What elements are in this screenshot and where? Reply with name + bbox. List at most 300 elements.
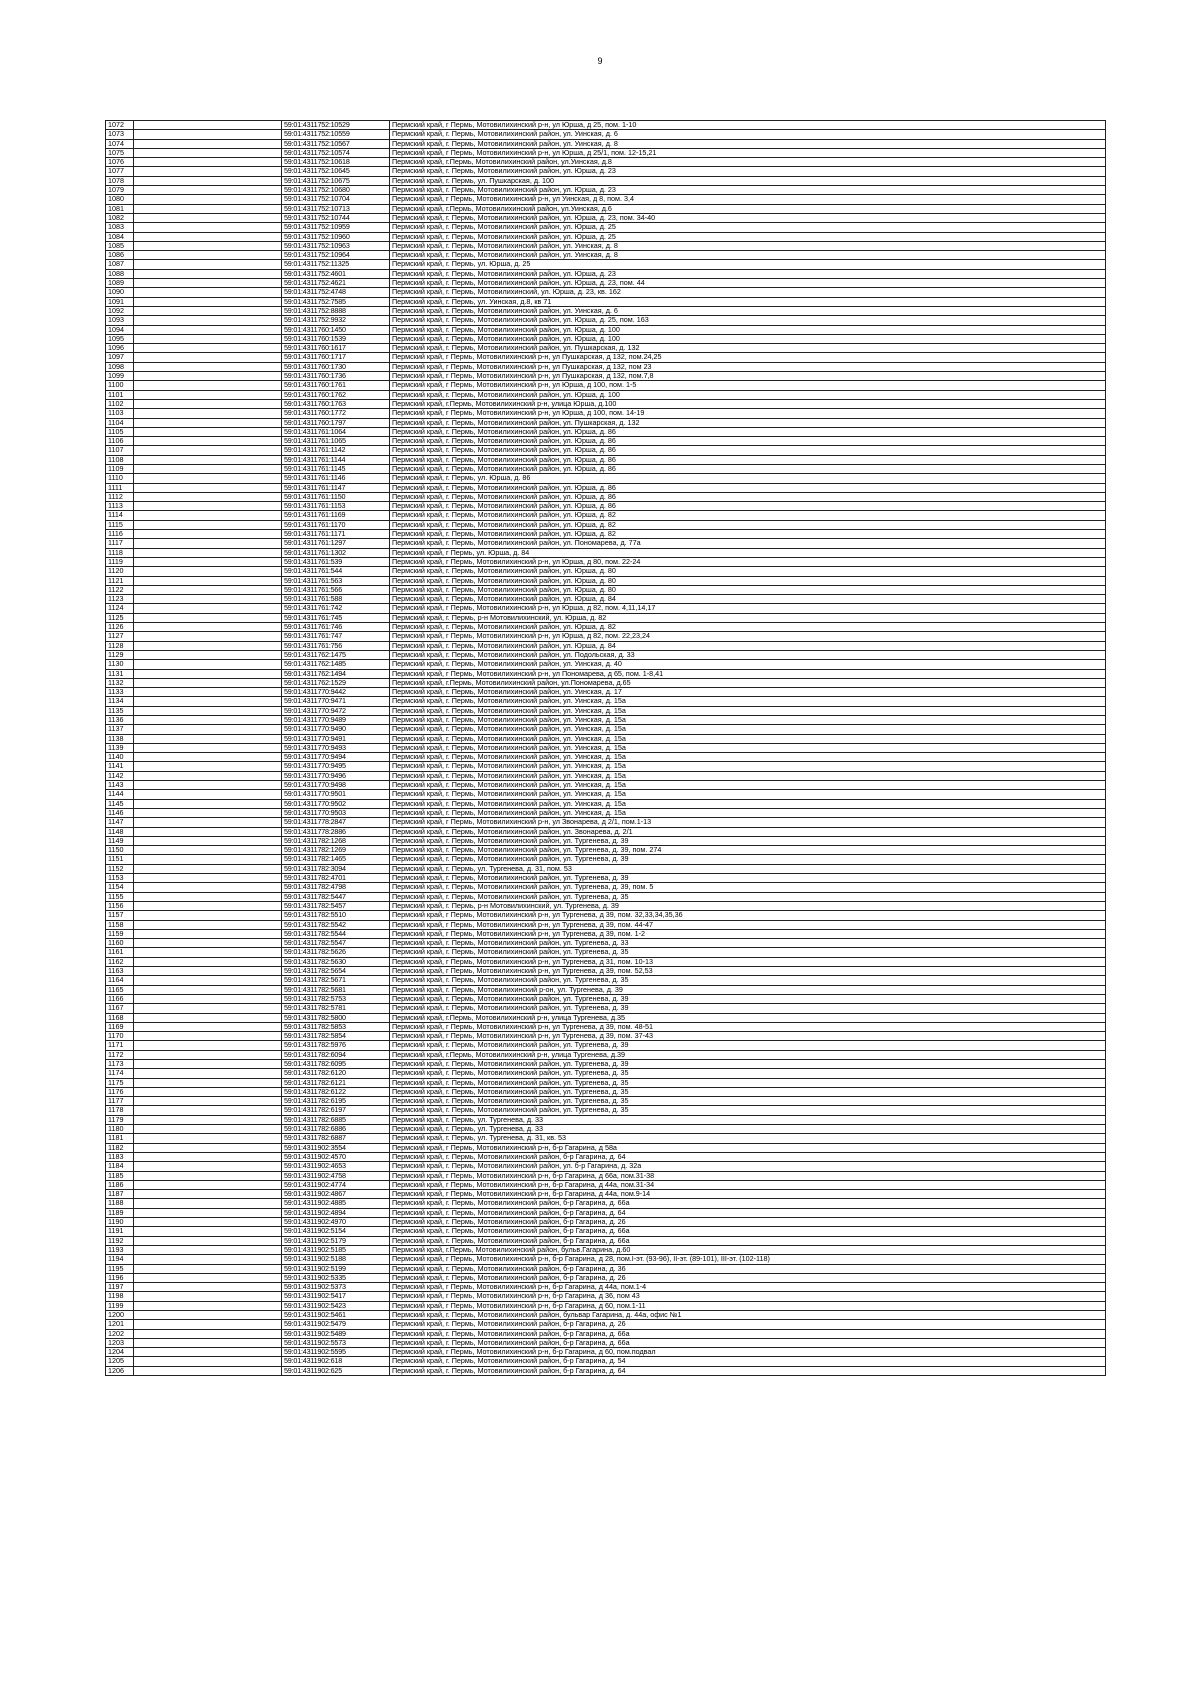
table-row — [106, 158, 1106, 167]
row-number: 1201 — [106, 1320, 134, 1329]
empty-cell — [134, 994, 282, 1003]
cadastral-number: 59:01:4311761:746 — [282, 623, 390, 632]
table-row — [106, 372, 1106, 381]
address: Пермский край, г. Пермь, Мотовилихинский район, ул. Юрша, д. 86 — [390, 446, 1106, 455]
empty-cell — [134, 1106, 282, 1115]
table-row — [106, 985, 1106, 994]
empty-cell — [134, 576, 282, 585]
address: Пермский край, г. Пермь, Мотовилихинский р-он, ул. Тургенева, д. 39 — [390, 985, 1106, 994]
cadastral-number: 59:01:4311782:5457 — [282, 901, 390, 910]
row-number: 1128 — [106, 641, 134, 650]
address: Пермский край, г. Пермь, ул. Пушкарская, д. 100 — [390, 176, 1106, 185]
empty-cell — [134, 334, 282, 343]
table-row — [106, 409, 1106, 418]
empty-cell — [134, 186, 282, 195]
row-number: 1173 — [106, 1059, 134, 1068]
row-number: 1196 — [106, 1273, 134, 1282]
cadastral-number: 59:01:4311782:6885 — [282, 1115, 390, 1124]
empty-cell — [134, 492, 282, 501]
table-row — [106, 613, 1106, 622]
empty-cell — [134, 1032, 282, 1041]
address: Пермский край, г. Пермь, Мотовилихинский район, ул. Юрша, д. 23 — [390, 186, 1106, 195]
table-row — [106, 623, 1106, 632]
table-row — [106, 446, 1106, 455]
row-number: 1202 — [106, 1329, 134, 1338]
table-row — [106, 390, 1106, 399]
table-row — [106, 1236, 1106, 1245]
cadastral-number: 59:01:4311782:6195 — [282, 1097, 390, 1106]
empty-cell — [134, 1087, 282, 1096]
row-number: 1109 — [106, 464, 134, 473]
address: Пермский край, г. Пермь, Мотовилихинский район, ул. Юрша, д. 80 — [390, 567, 1106, 576]
table-row — [106, 455, 1106, 464]
empty-cell — [134, 1208, 282, 1217]
empty-cell — [134, 1097, 282, 1106]
address: Пермский край, г. Пермь, Мотовилихинский район, ул. Юрша, д. 23, пом. 34-40 — [390, 213, 1106, 222]
row-number: 1080 — [106, 195, 134, 204]
empty-cell — [134, 464, 282, 473]
cadastral-number: 59:01:4311761:1147 — [282, 483, 390, 492]
row-number: 1096 — [106, 344, 134, 353]
empty-cell — [134, 260, 282, 269]
cadastral-number: 59:01:4311782:6887 — [282, 1134, 390, 1143]
table-row — [106, 148, 1106, 157]
row-number: 1191 — [106, 1227, 134, 1236]
row-number: 1091 — [106, 297, 134, 306]
cadastral-number: 59:01:4311902:5423 — [282, 1301, 390, 1310]
address: Пермский край, г. Пермь, р-н Мотовилихинский, ул. Тургенева, д. 39 — [390, 901, 1106, 910]
table-row — [106, 1078, 1106, 1087]
address: Пермский край, г. Пермь, Мотовилихинский район, ул. Тургенева, д. 39 — [390, 874, 1106, 883]
row-number: 1074 — [106, 139, 134, 148]
address: Пермский край, г. Пермь, Мотовилихинский район, ул. Тургенева, д. 35 — [390, 892, 1106, 901]
empty-cell — [134, 706, 282, 715]
table-row — [106, 920, 1106, 929]
empty-cell — [134, 1041, 282, 1050]
address: Пермский край, г Пермь, Мотовилихинский р-н, б-р Гагарина, д 60, пом.подвал — [390, 1348, 1106, 1357]
table-row — [106, 195, 1106, 204]
address: Пермский край, г Пермь, Мотовилихинский р-н, ул Звонарева, д 2/1, пом.1-13 — [390, 818, 1106, 827]
empty-cell — [134, 121, 282, 130]
row-number: 1112 — [106, 492, 134, 501]
row-number: 1187 — [106, 1190, 134, 1199]
address: Пермский край, г. Пермь, Мотовилихинский район, б-р Гагарина, д. 54 — [390, 1357, 1106, 1366]
row-number: 1166 — [106, 994, 134, 1003]
cadastral-number: 59:01:4311760:1450 — [282, 325, 390, 334]
empty-cell — [134, 418, 282, 427]
address: Пермский край, г Пермь, Мотовилихинский р-н, б-р Гагарина, д 44а, пом.31-34 — [390, 1180, 1106, 1189]
row-number: 1083 — [106, 223, 134, 232]
empty-cell — [134, 864, 282, 873]
address: Пермский край, г. Пермь, Мотовилихинский район, ул. Уинская, д. 15а — [390, 762, 1106, 771]
cadastral-number: 59:01:4311770:9501 — [282, 790, 390, 799]
row-number: 1150 — [106, 846, 134, 855]
row-number: 1084 — [106, 232, 134, 241]
cadastral-number: 59:01:4311761:1150 — [282, 492, 390, 501]
row-number: 1099 — [106, 372, 134, 381]
table-row — [106, 967, 1106, 976]
empty-cell — [134, 781, 282, 790]
address: Пермский край, г Пермь, Мотовилихинский р-н, ул Тургенева, д 39, пом. 32,33,34,35,36 — [390, 911, 1106, 920]
cadastral-number: 59:01:4311752:8888 — [282, 306, 390, 315]
row-number: 1100 — [106, 381, 134, 390]
row-number: 1197 — [106, 1283, 134, 1292]
address: Пермский край, г Пермь, Мотовилихинский р-н, б-р Гагарина, д 58а — [390, 1143, 1106, 1152]
empty-cell — [134, 1050, 282, 1059]
table-row — [106, 288, 1106, 297]
address: Пермский край, г. Пермь, ул. Тургенева, д. 31, кв. 53 — [390, 1134, 1106, 1143]
row-number: 1180 — [106, 1125, 134, 1134]
cadastral-number: 59:01:4311761:563 — [282, 576, 390, 585]
cadastral-number: 59:01:4311782:5547 — [282, 939, 390, 948]
address: Пермский край, г. Пермь, Мотовилихинский район, ул. Уинская, д. 15а — [390, 808, 1106, 817]
cadastral-number: 59:01:4311752:10744 — [282, 213, 390, 222]
row-number: 1085 — [106, 241, 134, 250]
address: Пермский край, г. Пермь, Мотовилихинский район, б-р Гагарина, д. 26 — [390, 1273, 1106, 1282]
address: Пермский край, г. Пермь, Мотовилихинский район, ул. Тургенева, д. 39 — [390, 1059, 1106, 1068]
empty-cell — [134, 557, 282, 566]
table-row — [106, 799, 1106, 808]
row-number: 1092 — [106, 306, 134, 315]
cadastral-number: 59:01:4311761:544 — [282, 567, 390, 576]
cadastral-number: 59:01:4311782:6121 — [282, 1078, 390, 1087]
address: Пермский край, г. Пермь, Мотовилихинский район, б-р Гагарина, д. 26 — [390, 1320, 1106, 1329]
empty-cell — [134, 344, 282, 353]
cadastral-number: 59:01:4311782:5753 — [282, 994, 390, 1003]
cadastral-number: 59:01:4311760:1730 — [282, 362, 390, 371]
table-row — [106, 1180, 1106, 1189]
cadastral-number: 59:01:4311782:5800 — [282, 1013, 390, 1022]
row-number: 1142 — [106, 771, 134, 780]
empty-cell — [134, 985, 282, 994]
table-row — [106, 771, 1106, 780]
address: Пермский край, г. Пермь, Мотовилихинский район, ул. Уинская, д. 15а — [390, 697, 1106, 706]
empty-cell — [134, 613, 282, 622]
row-number: 1075 — [106, 148, 134, 157]
address: Пермский край, г. Пермь, Мотовилихинский район, ул. Уинская, д. 6 — [390, 130, 1106, 139]
row-number: 1097 — [106, 353, 134, 362]
table-row — [106, 716, 1106, 725]
address: Пермский край, г. Пермь, Мотовилихинский район, ул. Тургенева, д. 33 — [390, 939, 1106, 948]
table-row — [106, 753, 1106, 762]
empty-cell — [134, 1190, 282, 1199]
table-row — [106, 344, 1106, 353]
table-row — [106, 1032, 1106, 1041]
empty-cell — [134, 939, 282, 948]
table-row — [106, 808, 1106, 817]
empty-cell — [134, 204, 282, 213]
row-number: 1072 — [106, 121, 134, 130]
empty-cell — [134, 976, 282, 985]
cadastral-number: 59:01:4311902:5188 — [282, 1255, 390, 1264]
empty-cell — [134, 1255, 282, 1264]
row-number: 1135 — [106, 706, 134, 715]
empty-cell — [134, 1366, 282, 1375]
address: Пермский край, г.Пермь, Мотовилихинский р-н, улица Тургенева, д.39 — [390, 1050, 1106, 1059]
table-row — [106, 1292, 1106, 1301]
row-number: 1175 — [106, 1078, 134, 1087]
row-number: 1203 — [106, 1338, 134, 1347]
cadastral-number: 59:01:4311782:5853 — [282, 1022, 390, 1031]
table-row — [106, 1311, 1106, 1320]
empty-cell — [134, 920, 282, 929]
address: Пермский край, г Пермь, Мотовилихинский р-н, ул Юрша, д 100, пом. 1-5 — [390, 381, 1106, 390]
table-row — [106, 1199, 1106, 1208]
address: Пермский край, г. Пермь, Мотовилихинский район, ул. Уинская, д. 15а — [390, 799, 1106, 808]
cadastral-number: 59:01:4311902:4653 — [282, 1162, 390, 1171]
row-number: 1138 — [106, 734, 134, 743]
row-number: 1130 — [106, 660, 134, 669]
cadastral-number: 59:01:4311760:1763 — [282, 399, 390, 408]
cadastral-number: 59:01:4311902:5179 — [282, 1236, 390, 1245]
registry-body — [106, 121, 1106, 1376]
cadastral-number: 59:01:4311770:9471 — [282, 697, 390, 706]
row-number: 1114 — [106, 511, 134, 520]
empty-cell — [134, 455, 282, 464]
cadastral-number: 59:01:4311760:1797 — [282, 418, 390, 427]
address: Пермский край, г. Пермь, Мотовилихинский район, ул. Пономарева, д. 77а — [390, 539, 1106, 548]
address: Пермский край, г. Пермь, Мотовилихинский район, ул. Юрша, д. 100 — [390, 325, 1106, 334]
table-row — [106, 1264, 1106, 1273]
empty-cell — [134, 799, 282, 808]
table-row — [106, 1004, 1106, 1013]
table-row — [106, 1320, 1106, 1329]
cadastral-number: 59:01:4311761:1064 — [282, 427, 390, 436]
cadastral-number: 59:01:4311902:5335 — [282, 1273, 390, 1282]
empty-cell — [134, 511, 282, 520]
address: Пермский край, г. Пермь, Мотовилихинский район, ул. Уинская, д. 15а — [390, 753, 1106, 762]
row-number: 1183 — [106, 1152, 134, 1161]
cadastral-number: 59:01:4311760:1736 — [282, 372, 390, 381]
row-number: 1137 — [106, 725, 134, 734]
table-row — [106, 176, 1106, 185]
address: Пермский край, г. Пермь, Мотовилихинский район, ул. Уинская, д. 15а — [390, 716, 1106, 725]
address: Пермский край, г. Пермь, Мотовилихинский район, ул. Тургенева, д. 39, пом. 274 — [390, 846, 1106, 855]
row-number: 1118 — [106, 548, 134, 557]
empty-cell — [134, 390, 282, 399]
address: Пермский край, г. Пермь, Мотовилихинский район, ул. Юрша, д. 84 — [390, 641, 1106, 650]
table-row — [106, 1190, 1106, 1199]
row-number: 1155 — [106, 892, 134, 901]
row-number: 1110 — [106, 474, 134, 483]
table-row — [106, 492, 1106, 501]
address: Пермский край, г. Пермь, Мотовилихинский район, ул. Уинская, д. 15а — [390, 743, 1106, 752]
table-row — [106, 1301, 1106, 1310]
cadastral-number: 59:01:4311761:1065 — [282, 437, 390, 446]
address: Пермский край, г. Пермь, Мотовилихинский район, ул. Юрша, д. 100 — [390, 334, 1106, 343]
row-number: 1154 — [106, 883, 134, 892]
row-number: 1141 — [106, 762, 134, 771]
cadastral-number: 59:01:4311752:7585 — [282, 297, 390, 306]
cadastral-number: 59:01:4311782:5447 — [282, 892, 390, 901]
address: Пермский край, г Пермь, Мотовилихинский р-н, ул Пушкарская, д 132, пом.7,8 — [390, 372, 1106, 381]
empty-cell — [134, 306, 282, 315]
empty-cell — [134, 1134, 282, 1143]
empty-cell — [134, 883, 282, 892]
empty-cell — [134, 130, 282, 139]
cadastral-number: 59:01:4311761:745 — [282, 613, 390, 622]
cadastral-number: 59:01:4311761:566 — [282, 585, 390, 594]
table-row — [106, 223, 1106, 232]
table-row — [106, 1273, 1106, 1282]
address: Пермский край, г.Пермь, Мотовилихинский район, ул.Уинская, д.6 — [390, 204, 1106, 213]
table-row — [106, 669, 1106, 678]
empty-cell — [134, 1338, 282, 1347]
address: Пермский край, г Пермь, Мотовилихинский р-н, б-р Гагарина, д 60, пом.1-11 — [390, 1301, 1106, 1310]
cadastral-number: 59:01:4311770:9489 — [282, 716, 390, 725]
cadastral-number: 59:01:4311761:539 — [282, 557, 390, 566]
cadastral-number: 59:01:4311762:1475 — [282, 650, 390, 659]
cadastral-number: 59:01:4311782:5544 — [282, 929, 390, 938]
cadastral-number: 59:01:4311752:11325 — [282, 260, 390, 269]
table-row — [106, 1041, 1106, 1050]
address: Пермский край, г. Пермь, Мотовилихинский район, ул. Уинская, д. 15а — [390, 771, 1106, 780]
row-number: 1161 — [106, 948, 134, 957]
row-number: 1200 — [106, 1311, 134, 1320]
address: Пермский край, г. Пермь, Мотовилихинский район, ул. Юрша, д. 23 — [390, 167, 1106, 176]
empty-cell — [134, 502, 282, 511]
address: Пермский край, г. Пермь, Мотовилихинский район, ул. Уинская, д. 40 — [390, 660, 1106, 669]
address: Пермский край, г. Пермь, ул. Юрша, д. 25 — [390, 260, 1106, 269]
table-row — [106, 734, 1106, 743]
empty-cell — [134, 660, 282, 669]
table-row — [106, 251, 1106, 260]
empty-cell — [134, 399, 282, 408]
table-row — [106, 725, 1106, 734]
address: Пермский край, г. Пермь, Мотовилихинский, ул. Юрша, д. 23, кв. 162 — [390, 288, 1106, 297]
cadastral-number: 59:01:4311902:4774 — [282, 1180, 390, 1189]
row-number: 1178 — [106, 1106, 134, 1115]
empty-cell — [134, 1162, 282, 1171]
row-number: 1145 — [106, 799, 134, 808]
address: Пермский край, г. Пермь, Мотовилихинский район, ул. Юрша, д. 86 — [390, 492, 1106, 501]
cadastral-number: 59:01:4311782:5681 — [282, 985, 390, 994]
empty-cell — [134, 753, 282, 762]
empty-cell — [134, 1171, 282, 1180]
row-number: 1181 — [106, 1134, 134, 1143]
empty-cell — [134, 1125, 282, 1134]
table-row — [106, 585, 1106, 594]
empty-cell — [134, 520, 282, 529]
table-row — [106, 1357, 1106, 1366]
row-number: 1089 — [106, 279, 134, 288]
table-row — [106, 1097, 1106, 1106]
empty-cell — [134, 1264, 282, 1273]
cadastral-number: 59:01:4311902:5479 — [282, 1320, 390, 1329]
table-row — [106, 297, 1106, 306]
cadastral-number: 59:01:4311902:4970 — [282, 1218, 390, 1227]
table-row — [106, 1245, 1106, 1254]
table-row — [106, 883, 1106, 892]
table-row — [106, 595, 1106, 604]
cadastral-number: 59:01:4311761:1142 — [282, 446, 390, 455]
cadastral-number: 59:01:4311782:1465 — [282, 855, 390, 864]
empty-cell — [134, 213, 282, 222]
row-number: 1125 — [106, 613, 134, 622]
address: Пермский край, г. Пермь, Мотовилихинский район, ул. б-р Гагарина, д. 32а — [390, 1162, 1106, 1171]
address: Пермский край, г Пермь, Мотовилихинский р-н, ул Уинская, д 8, пом. 3,4 — [390, 195, 1106, 204]
empty-cell — [134, 725, 282, 734]
empty-cell — [134, 567, 282, 576]
row-number: 1204 — [106, 1348, 134, 1357]
cadastral-number: 59:01:4311902:5199 — [282, 1264, 390, 1273]
address: Пермский край, г. Пермь, Мотовилихинский район, ул. Уинская, д. 8 — [390, 241, 1106, 250]
empty-cell — [134, 437, 282, 446]
cadastral-number: 59:01:4311782:5654 — [282, 967, 390, 976]
table-row — [106, 911, 1106, 920]
row-number: 1107 — [106, 446, 134, 455]
row-number: 1129 — [106, 650, 134, 659]
table-row — [106, 204, 1106, 213]
table-row — [106, 697, 1106, 706]
cadastral-number: 59:01:4311902:5573 — [282, 1338, 390, 1347]
address: Пермский край, г. Пермь, Мотовилихинский район, ул. Тургенева, д. 35 — [390, 1069, 1106, 1078]
row-number: 1102 — [106, 399, 134, 408]
table-row — [106, 1106, 1106, 1115]
empty-cell — [134, 790, 282, 799]
address: Пермский край, г. Пермь, Мотовилихинский район, ул. Тургенева, д. 39 — [390, 1004, 1106, 1013]
table-row — [106, 306, 1106, 315]
empty-cell — [134, 1311, 282, 1320]
cadastral-number: 59:01:4311752:10675 — [282, 176, 390, 185]
table-row — [106, 539, 1106, 548]
row-number: 1168 — [106, 1013, 134, 1022]
address: Пермский край, г. Пермь, Мотовилихинский район, ул. Уинская, д. 15а — [390, 706, 1106, 715]
cadastral-number: 59:01:4311770:9472 — [282, 706, 390, 715]
table-row — [106, 557, 1106, 566]
empty-cell — [134, 669, 282, 678]
cadastral-number: 59:01:4311902:4885 — [282, 1199, 390, 1208]
cadastral-number: 59:01:4311761:1146 — [282, 474, 390, 483]
row-number: 1157 — [106, 911, 134, 920]
address: Пермский край, г. Пермь, Мотовилихинский район, б-р Гагарина, д. 64 — [390, 1366, 1106, 1375]
address: Пермский край, г. Пермь, Мотовилихинский район, б-р Гагарина, д. 36 — [390, 1264, 1106, 1273]
cadastral-number: 59:01:4311902:5595 — [282, 1348, 390, 1357]
table-row — [106, 1134, 1106, 1143]
table-row — [106, 855, 1106, 864]
address: Пермский край, г. Пермь, ул. Уинская, д.8, кв 71 — [390, 297, 1106, 306]
cadastral-number: 59:01:4311782:5510 — [282, 911, 390, 920]
cadastral-number: 59:01:4311761:1170 — [282, 520, 390, 529]
row-number: 1165 — [106, 985, 134, 994]
cadastral-number: 59:01:4311782:5630 — [282, 957, 390, 966]
cadastral-number: 59:01:4311770:9495 — [282, 762, 390, 771]
table-row — [106, 818, 1106, 827]
table-row — [106, 130, 1106, 139]
empty-cell — [134, 604, 282, 613]
row-number: 1170 — [106, 1032, 134, 1041]
empty-cell — [134, 176, 282, 185]
table-row — [106, 939, 1106, 948]
table-row — [106, 604, 1106, 613]
cadastral-number: 59:01:4311752:10574 — [282, 148, 390, 157]
table-row — [106, 121, 1106, 130]
row-number: 1094 — [106, 325, 134, 334]
address: Пермский край, г. Пермь, р-н Мотовилихинский, ул. Юрша, д. 82 — [390, 613, 1106, 622]
empty-cell — [134, 297, 282, 306]
table-row — [106, 836, 1106, 845]
empty-cell — [134, 846, 282, 855]
table-row — [106, 279, 1106, 288]
cadastral-number: 59:01:4311902:5154 — [282, 1227, 390, 1236]
empty-cell — [134, 808, 282, 817]
cadastral-number: 59:01:4311761:1171 — [282, 530, 390, 539]
cadastral-number: 59:01:4311770:9494 — [282, 753, 390, 762]
table-row — [106, 1329, 1106, 1338]
address: Пермский край, г. Пермь, Мотовилихинский район, ул. Пушкарская, д. 132 — [390, 418, 1106, 427]
cadastral-number: 59:01:4311752:4748 — [282, 288, 390, 297]
row-number: 1199 — [106, 1301, 134, 1310]
